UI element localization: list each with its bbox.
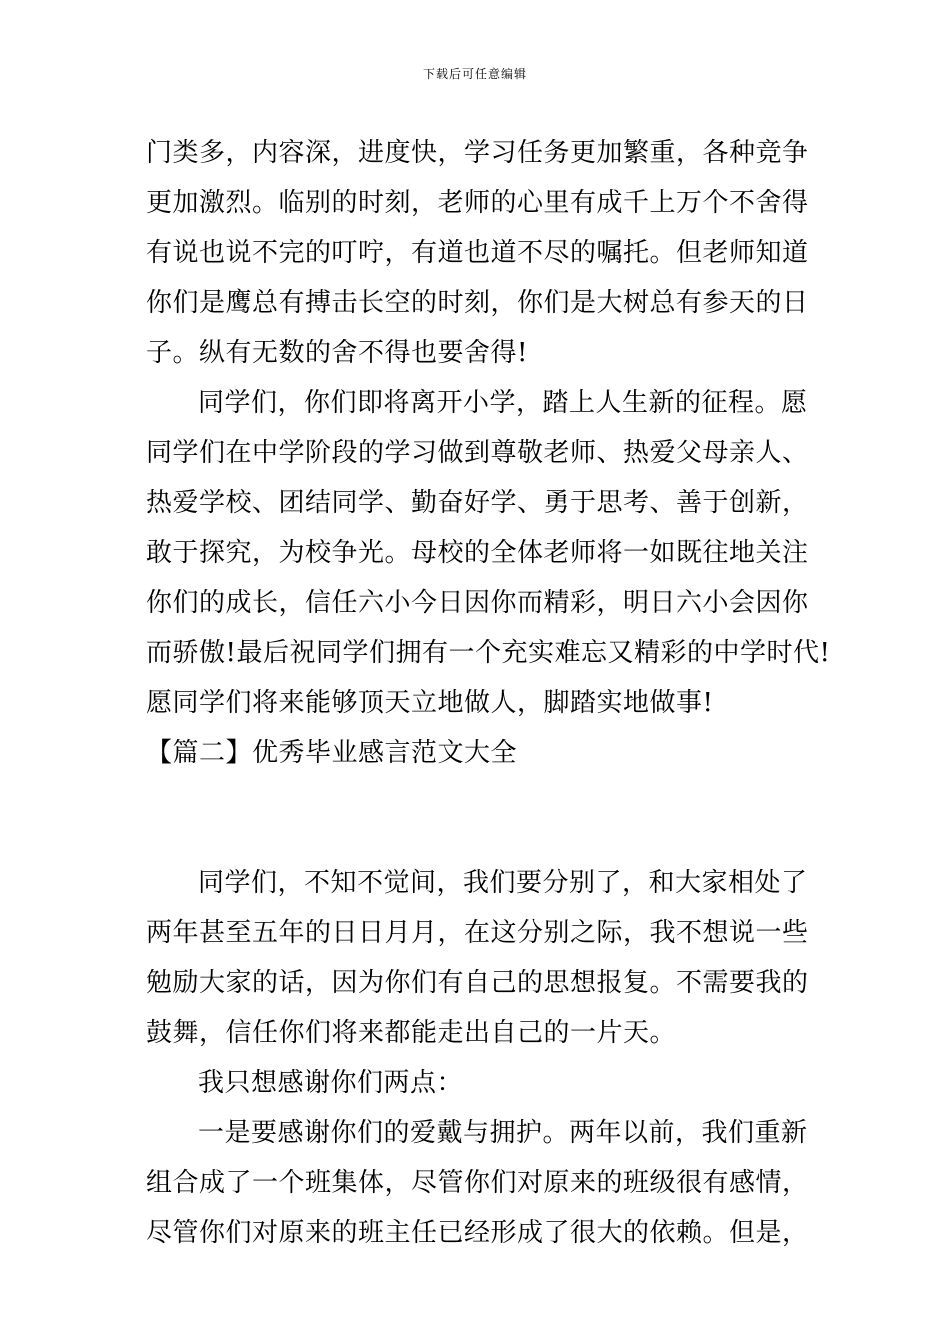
text-line: 尽管你们对原来的班主任已经形成了很大的依赖。但是， bbox=[146, 1218, 809, 1248]
paragraph-continuation bbox=[146, 128, 816, 378]
text-line: 子。纵有无数的舍不得也要舍得! bbox=[146, 338, 528, 368]
text-line: 你们是鹰总有搏击长空的时刻，你们是大树总有参天的日 bbox=[146, 288, 809, 318]
text-line: 更加激烈。临别的时刻，老师的心里有成千上万个不舍得 bbox=[146, 188, 809, 218]
blank-space bbox=[146, 778, 816, 858]
text-line: 愿同学们将来能够顶天立地做人，脚踏实地做事! bbox=[146, 688, 714, 718]
page-header-note: 下载后可任意编辑 bbox=[422, 67, 527, 81]
text-line: 鼓舞，信任你们将来都能走出自己的一片天。 bbox=[146, 1018, 677, 1048]
paragraph-parting bbox=[146, 858, 816, 1058]
text-line: 同学们，不知不觉间，我们要分别了，和大家相处了 bbox=[198, 868, 808, 898]
document-body bbox=[146, 128, 831, 1258]
text-line: 热爱学校、团结同学、勤奋好学、勇于思考、善于创新， bbox=[146, 488, 809, 518]
section-heading: 【篇二】优秀毕业感言范文大全 bbox=[146, 738, 518, 768]
text-line: 敢于探究，为校争光。母校的全体老师将一如既往地关注 bbox=[146, 538, 809, 568]
text-line: 门类多，内容深，进度快，学习任务更加繁重，各种竞争 bbox=[146, 138, 809, 168]
text-line: 两年甚至五年的日日月月，在这分别之际，我不想说一些 bbox=[146, 918, 809, 948]
paragraph-thanks-first bbox=[146, 1108, 816, 1258]
text-line: 一是要感谢你们的爱戴与拥护。两年以前，我们重新 bbox=[198, 1118, 808, 1148]
text-line: 同学们在中学阶段的学习做到尊敬老师、热爱父母亲人、 bbox=[146, 438, 809, 468]
text-line: 同学们，你们即将离开小学，踏上人生新的征程。愿 bbox=[198, 388, 808, 418]
text-line: 而骄傲!最后祝同学们拥有一个充实难忘又精彩的中学时代! bbox=[146, 638, 831, 668]
text-line: 我只想感谢你们两点： bbox=[198, 1068, 464, 1098]
text-line: 有说也说不完的叮咛，有道也道不尽的嘱托。但老师知道 bbox=[146, 238, 809, 268]
paragraph-farewell-wishes bbox=[146, 378, 831, 728]
text-line: 勉励大家的话，因为你们有自己的思想报复。不需要我的 bbox=[146, 968, 809, 998]
text-line: 组合成了一个班集体，尽管你们对原来的班级很有感情， bbox=[146, 1168, 809, 1198]
paragraph-thanks-intro bbox=[146, 1058, 816, 1108]
text-line: 你们的成长，信任六小今日因你而精彩，明日六小会因你 bbox=[146, 588, 809, 618]
